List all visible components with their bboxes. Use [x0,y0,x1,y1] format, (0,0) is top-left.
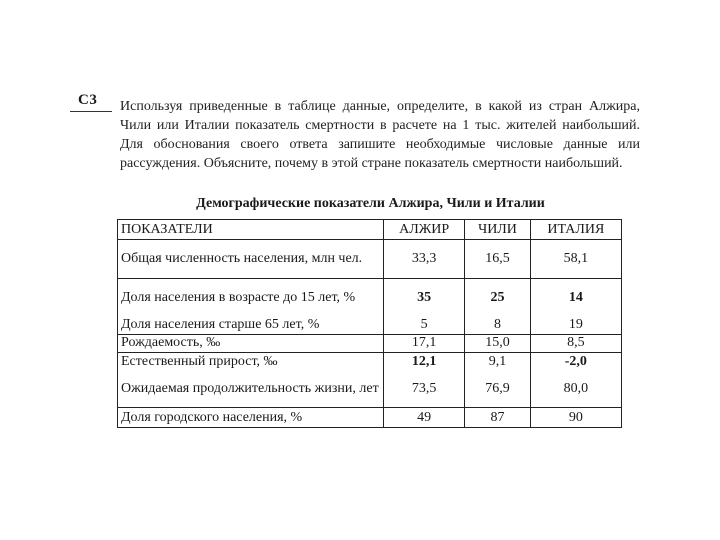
row-birthrate-algeria: 17,1 [384,334,465,352]
row-under15-algeria: 35 [384,279,465,316]
row-natural-growth-label: Естественный прирост, ‰ [118,353,384,371]
row-natural-growth-italy: -2,0 [530,353,621,371]
row-population-italy: 58,1 [530,240,621,279]
table-row [118,240,622,279]
row-birthrate-label: Рождаемость, ‰ [118,334,384,352]
row-over65-algeria: 5 [384,316,465,334]
row-natural-growth-chile: 9,1 [465,353,530,371]
row-population-algeria: 33,3 [384,240,465,279]
row-under15-chile: 25 [465,279,530,316]
table-row [118,334,622,352]
row-birthrate-chile: 15,0 [465,334,530,352]
row-over65-italy: 19 [530,316,621,334]
row-birthrate-italy: 8,5 [530,334,621,352]
row-natural-growth-algeria: 12,1 [384,353,465,371]
table-row [118,408,622,428]
row-population-chile: 16,5 [465,240,530,279]
table-row [118,353,622,371]
table-row [118,316,622,334]
demographics-table [117,219,622,428]
question-text: Используя приведенные в таблице данные, определите, в какой из стран Алжира, Чили или Италии показатель смертности в расчете на 1 тыс. жителей наибольший. Для обоснования своего ответа запишите необходимые числовые данные или рассуждения. Объясните, почему в этой стране показатель смертности наибольший. [120,99,640,171]
row-urban-chile: 87 [465,408,530,428]
header-italy: ИТАЛИЯ [530,220,621,240]
header-algeria: АЛЖИР [384,220,465,240]
row-urban-algeria: 49 [384,408,465,428]
table-title: Демографические показатели Алжира, Чили и Италии [196,196,545,211]
table-row [118,279,622,316]
row-over65-label: Доля населения старше 65 лет, % [118,316,384,334]
row-life-expectancy-algeria: 73,5 [384,371,465,408]
header-indicator: ПОКАЗАТЕЛИ [118,220,384,240]
table-row [118,371,622,408]
question-label: С3 [78,92,98,108]
row-urban-italy: 90 [530,408,621,428]
row-urban-label: Доля городского населения, % [118,408,384,428]
question-label-underline [70,111,112,112]
header-chile: ЧИЛИ [465,220,530,240]
row-under15-label: Доля населения в возрасте до 15 лет, % [118,279,384,316]
row-under15-italy: 14 [530,279,621,316]
row-life-expectancy-italy: 80,0 [530,371,621,408]
table-header-row [118,220,622,240]
row-life-expectancy-label: Ожидаемая продолжительность жизни, лет [118,371,384,408]
row-over65-chile: 8 [465,316,530,334]
row-life-expectancy-chile: 76,9 [465,371,530,408]
row-population-label: Общая численность населения, млн чел. [118,240,384,279]
